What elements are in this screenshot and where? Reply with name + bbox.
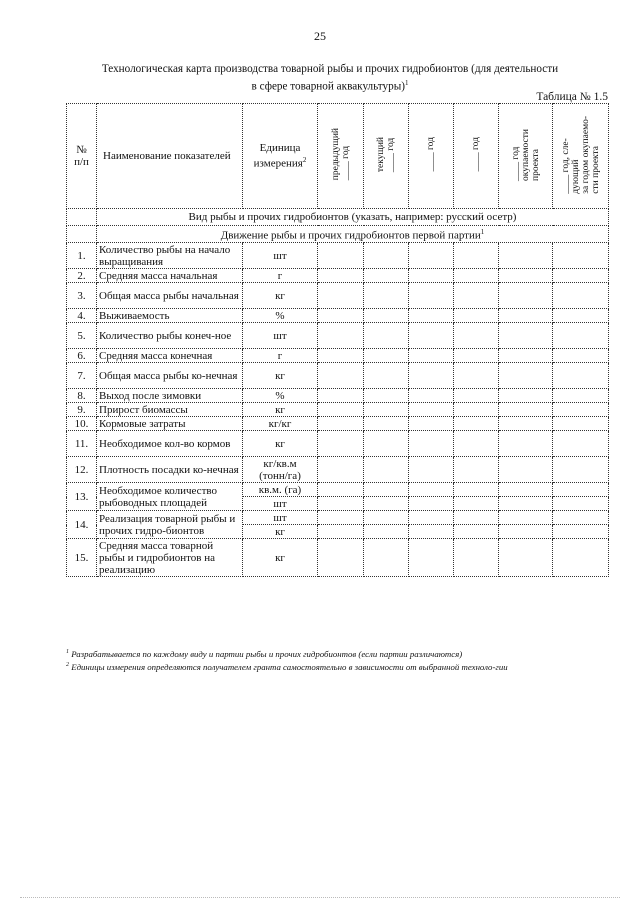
- row-15-value-2: [364, 539, 409, 577]
- footnote-1: $^1$ Разрабатывается по каждому виду и партии рыбы и прочих гидробионтов (если партии различаются): [66, 648, 463, 659]
- row-11-value-5: [499, 431, 553, 457]
- row-unit: шт: [243, 511, 318, 525]
- section-row-species: [67, 209, 609, 226]
- row-9-value-5: [499, 403, 553, 417]
- row-3-value-5: [499, 283, 553, 309]
- header-year-previous: предыдущий ____ год: [318, 104, 364, 209]
- row-14-a-value-6: [553, 511, 609, 525]
- row-12-value-1: [318, 457, 364, 483]
- table-row: [67, 389, 609, 403]
- table-row: [67, 323, 609, 349]
- row-name: Плотность посадки ко-нечная: [97, 457, 243, 483]
- row-3-value-2: [364, 283, 409, 309]
- row-unit: шт: [243, 243, 318, 269]
- row-9-value-6: [553, 403, 609, 417]
- row-10-value-2: [364, 417, 409, 431]
- table-row: [67, 283, 609, 309]
- row-14-a-value-4: [454, 511, 499, 525]
- row-number: 13.: [67, 483, 97, 511]
- row-8-value-5: [499, 389, 553, 403]
- row-number: 7.: [67, 363, 97, 389]
- row-unit: кг/кв.м (тонн/га): [243, 457, 318, 483]
- page-number: 25: [314, 29, 326, 43]
- row-unit: г: [243, 349, 318, 363]
- row-14-b-value-4: [454, 525, 499, 539]
- header-row: [67, 104, 609, 209]
- row-number: 3.: [67, 283, 97, 309]
- row-8-value-6: [553, 389, 609, 403]
- table-row: [67, 349, 609, 363]
- row-3-value-4: [454, 283, 499, 309]
- row-unit: г: [243, 269, 318, 283]
- row-name: Необходимое количество рыбоводных площадей: [97, 483, 243, 511]
- row-13-b-value-3: [409, 497, 454, 511]
- row-12-value-3: [409, 457, 454, 483]
- row-1-value-6: [553, 243, 609, 269]
- row-13-a-value-5: [499, 483, 553, 497]
- row-9-value-1: [318, 403, 364, 417]
- row-12-value-6: [553, 457, 609, 483]
- row-12-value-4: [454, 457, 499, 483]
- row-name: Средняя масса товарной рыбы и гидробионтов на реализацию: [97, 539, 243, 577]
- row-2-value-4: [454, 269, 499, 283]
- row-15-value-1: [318, 539, 364, 577]
- tech-card-table: [66, 103, 609, 577]
- row-10-value-6: [553, 417, 609, 431]
- row-11-value-2: [364, 431, 409, 457]
- table-row: [67, 431, 609, 457]
- row-4-value-6: [553, 309, 609, 323]
- row-15-value-5: [499, 539, 553, 577]
- section-movement-title: Движение рыбы и прочих гидробионтов первой партии$^1$: [97, 226, 609, 243]
- row-8-value-3: [409, 389, 454, 403]
- row-unit: шт: [243, 497, 318, 511]
- row-number: 5.: [67, 323, 97, 349]
- row-13-b-value-1: [318, 497, 364, 511]
- row-5-value-1: [318, 323, 364, 349]
- header-year-payback: ____ год окупаемости проекта: [499, 104, 553, 209]
- row-13-b-value-4: [454, 497, 499, 511]
- row-14-a-value-1: [318, 511, 364, 525]
- row-7-value-5: [499, 363, 553, 389]
- row-13-a-value-1: [318, 483, 364, 497]
- row-name: Выход после зимовки: [97, 389, 243, 403]
- row-10-value-4: [454, 417, 499, 431]
- header-num: № п/п: [67, 104, 97, 209]
- header-name: Наименование показателей: [97, 104, 243, 209]
- row-3-value-1: [318, 283, 364, 309]
- table-row: [67, 243, 609, 269]
- row-number: 10.: [67, 417, 97, 431]
- row-number: 2.: [67, 269, 97, 283]
- row-5-value-4: [454, 323, 499, 349]
- row-6-value-4: [454, 349, 499, 363]
- row-10-value-3: [409, 417, 454, 431]
- row-name: Общая масса рыбы начальная: [97, 283, 243, 309]
- title-line-1: Технологическая карта производства товарной рыбы и прочих гидробионтов (для деятельности: [101, 63, 559, 75]
- header-unit: Единица измерения$^2$: [243, 104, 318, 209]
- row-12-value-5: [499, 457, 553, 483]
- section-species-title: Вид рыбы и прочих гидробионтов (указать, например: русский осетр): [97, 209, 609, 226]
- table-row: [67, 403, 609, 417]
- row-6-value-6: [553, 349, 609, 363]
- row-9-value-3: [409, 403, 454, 417]
- row-name: Средняя масса конечная: [97, 349, 243, 363]
- footnotes: [66, 647, 611, 673]
- row-unit: кг: [243, 431, 318, 457]
- row-14-b-value-1: [318, 525, 364, 539]
- row-name: Реализация товарной рыбы и прочих гидро-бионтов: [97, 511, 243, 539]
- row-7-value-1: [318, 363, 364, 389]
- header-year-after-payback: ____ год, сле- дующий за годом окупаемо- сти проекта: [553, 104, 609, 209]
- section-row-movement: [67, 226, 609, 243]
- row-unit: шт: [243, 323, 318, 349]
- row-3-value-6: [553, 283, 609, 309]
- row-unit: кг: [243, 403, 318, 417]
- row-15-value-6: [553, 539, 609, 577]
- row-unit: кв.м. (га): [243, 483, 318, 497]
- row-unit: %: [243, 389, 318, 403]
- row-6-value-1: [318, 349, 364, 363]
- row-5-value-2: [364, 323, 409, 349]
- row-12-value-2: [364, 457, 409, 483]
- row-unit: кг: [243, 283, 318, 309]
- row-3-value-3: [409, 283, 454, 309]
- row-4-value-4: [454, 309, 499, 323]
- row-14-a-value-3: [409, 511, 454, 525]
- row-11-value-1: [318, 431, 364, 457]
- row-15-value-3: [409, 539, 454, 577]
- row-14-b-value-6: [553, 525, 609, 539]
- page-bottom-rule: [20, 897, 620, 898]
- row-4-value-5: [499, 309, 553, 323]
- row-13-a-value-2: [364, 483, 409, 497]
- table-row: [67, 309, 609, 323]
- row-6-value-2: [364, 349, 409, 363]
- header-year-current: текущий ____ год: [364, 104, 409, 209]
- row-13-b-value-5: [499, 497, 553, 511]
- table-row: [67, 539, 609, 577]
- row-6-value-3: [409, 349, 454, 363]
- row-unit: %: [243, 309, 318, 323]
- row-14-b-value-2: [364, 525, 409, 539]
- row-13-a-value-6: [553, 483, 609, 497]
- table-row: [67, 457, 609, 483]
- row-2-value-5: [499, 269, 553, 283]
- row-1-value-4: [454, 243, 499, 269]
- row-name: Прирост биомассы: [97, 403, 243, 417]
- row-number: 14.: [67, 511, 97, 539]
- row-8-value-1: [318, 389, 364, 403]
- row-11-value-4: [454, 431, 499, 457]
- row-name: Необходимое кол-во кормов: [97, 431, 243, 457]
- page-title: [60, 62, 600, 94]
- row-2-value-1: [318, 269, 364, 283]
- row-7-value-2: [364, 363, 409, 389]
- row-11-value-3: [409, 431, 454, 457]
- row-14-a-value-2: [364, 511, 409, 525]
- table-row: [67, 269, 609, 283]
- row-2-value-2: [364, 269, 409, 283]
- row-unit: кг: [243, 363, 318, 389]
- row-number: 4.: [67, 309, 97, 323]
- title-line-2: в сфере товарной аквакультуры): [251, 80, 405, 93]
- row-2-value-6: [553, 269, 609, 283]
- table-row: [67, 417, 609, 431]
- row-4-value-2: [364, 309, 409, 323]
- header-year-3: ____ год: [409, 104, 454, 209]
- row-13-a-value-3: [409, 483, 454, 497]
- table-label: Таблица № 1.5: [536, 91, 608, 103]
- title-footnote-mark: 1: [404, 79, 409, 87]
- row-9-value-4: [454, 403, 499, 417]
- row-5-value-5: [499, 323, 553, 349]
- row-unit: кг: [243, 539, 318, 577]
- row-number: 11.: [67, 431, 97, 457]
- row-11-value-6: [553, 431, 609, 457]
- row-4-value-1: [318, 309, 364, 323]
- row-unit: кг: [243, 525, 318, 539]
- row-13-b-value-2: [364, 497, 409, 511]
- row-1-value-2: [364, 243, 409, 269]
- row-5-value-6: [553, 323, 609, 349]
- row-name: Количество рыбы на начало выращивания: [97, 243, 243, 269]
- row-7-value-4: [454, 363, 499, 389]
- row-14-b-value-5: [499, 525, 553, 539]
- header-year-4: ____ год: [454, 104, 499, 209]
- row-number: 1.: [67, 243, 97, 269]
- row-2-value-3: [409, 269, 454, 283]
- row-name: Количество рыбы конеч-ное: [97, 323, 243, 349]
- row-name: Общая масса рыбы ко-нечная: [97, 363, 243, 389]
- row-number: 6.: [67, 349, 97, 363]
- row-1-value-1: [318, 243, 364, 269]
- row-13-b-value-6: [553, 497, 609, 511]
- row-15-value-4: [454, 539, 499, 577]
- row-10-value-1: [318, 417, 364, 431]
- table-row: [67, 363, 609, 389]
- row-6-value-5: [499, 349, 553, 363]
- table-row: [67, 511, 609, 525]
- row-number: 8.: [67, 389, 97, 403]
- row-1-value-3: [409, 243, 454, 269]
- row-14-b-value-3: [409, 525, 454, 539]
- row-8-value-2: [364, 389, 409, 403]
- row-name: Выживаемость: [97, 309, 243, 323]
- row-name: Кормовые затраты: [97, 417, 243, 431]
- table-row: [67, 483, 609, 497]
- row-10-value-5: [499, 417, 553, 431]
- row-14-a-value-5: [499, 511, 553, 525]
- row-9-value-2: [364, 403, 409, 417]
- row-number: 15.: [67, 539, 97, 577]
- row-1-value-5: [499, 243, 553, 269]
- row-5-value-3: [409, 323, 454, 349]
- row-number: 12.: [67, 457, 97, 483]
- row-4-value-3: [409, 309, 454, 323]
- row-8-value-4: [454, 389, 499, 403]
- footnote-2: $^2$ Единицы измерения определяются получателем гранта самостоятельно в зависимости от выбранной техноло-гии: [66, 661, 508, 672]
- row-number: 9.: [67, 403, 97, 417]
- row-7-value-3: [409, 363, 454, 389]
- row-unit: кг/кг: [243, 417, 318, 431]
- row-name: Средняя масса начальная: [97, 269, 243, 283]
- row-7-value-6: [553, 363, 609, 389]
- row-13-a-value-4: [454, 483, 499, 497]
